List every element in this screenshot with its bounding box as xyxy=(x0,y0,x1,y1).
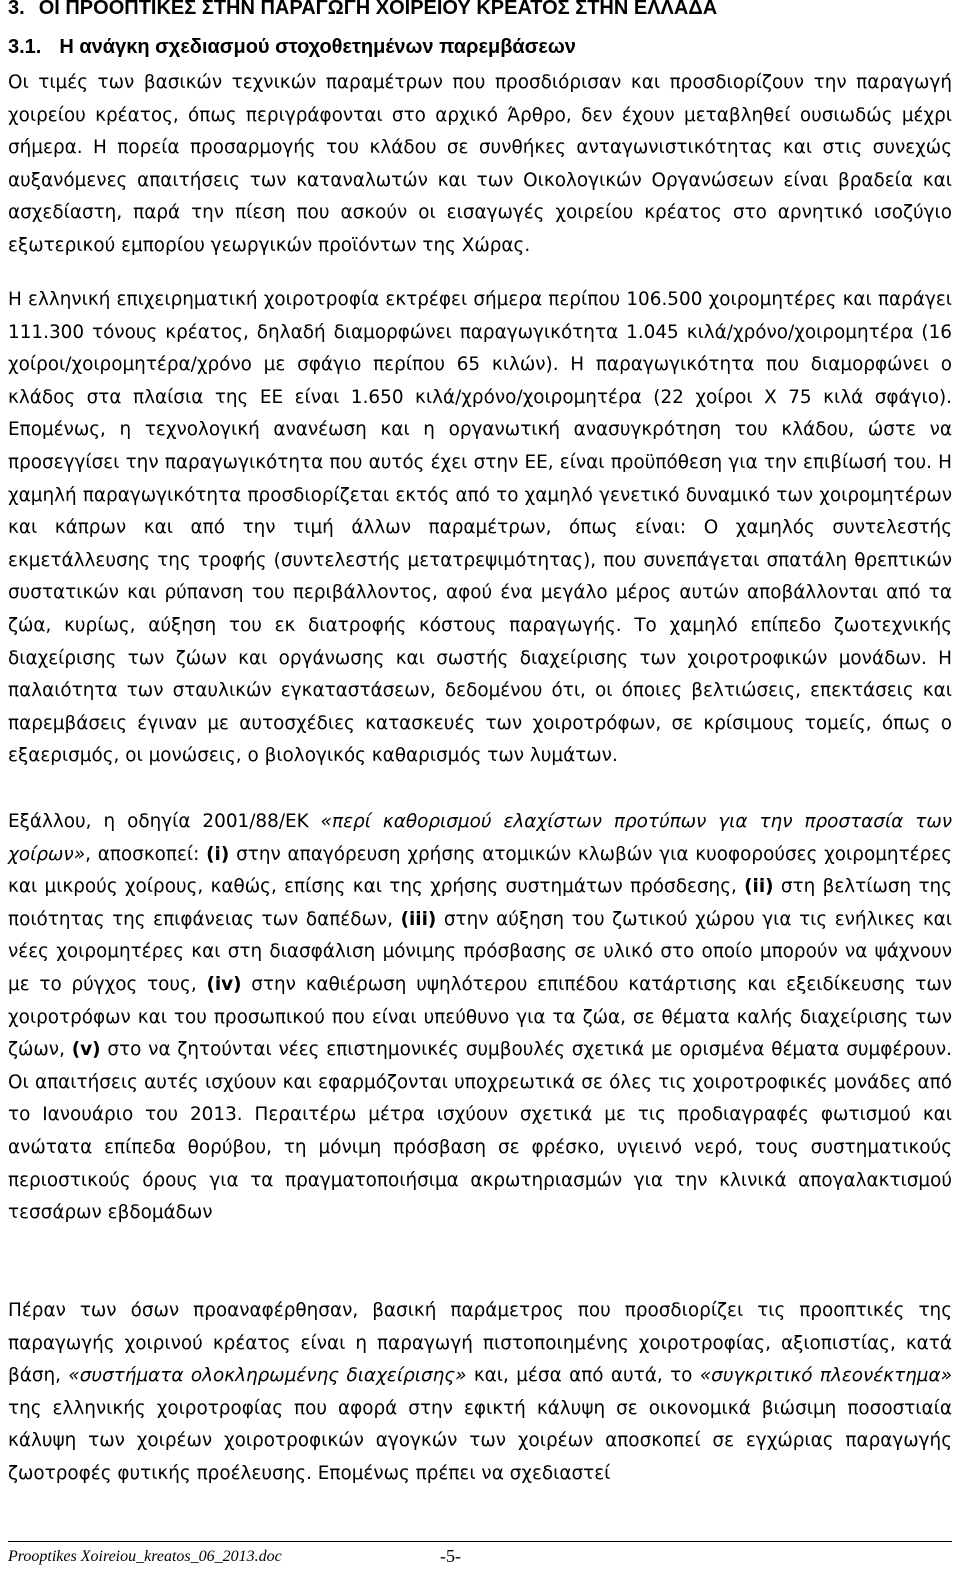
page-number: -5- xyxy=(440,1546,461,1566)
paragraph-4 xyxy=(8,1295,952,1491)
section-number: 3. xyxy=(8,0,25,19)
p3-text-6: στο να ζητούνται νέες επιστημονικές συμβουλές σχετικά με ορισμένα θέματα συμφέρουν. Οι απαιτήσεις αυτές ισχύουν και εφαρμόζονται υποχρεωτικά σε όλες τις χοιροτροφικές μονάδες από το Ιανουάριο του 2013. Περαιτέρω μέτρα ισχύουν σχετικά με τις προδιαγραφές φωτισμού και ανώτατα επίπεδα θορύβου, τη μόνιμη πρόσβαση σε φρέσκο, υγιεινό νερό, τους συστηματικούς περιοστικούς όρους για τα πραγματοποιήσιμα ακρωτηριασμών για την κλινικά απογαλακτισμού τεσσάρων εβδομάδων xyxy=(8,1039,952,1224)
list-marker-v: (v) xyxy=(71,1039,101,1061)
footer-filename: Prooptikes Xoireiou_kreatos_06_2013.doc xyxy=(8,1548,282,1565)
p4-text-2: και, μέσα από αυτά, το xyxy=(466,1365,700,1387)
list-marker-iii: (iii) xyxy=(400,908,437,930)
directive-title: «περί καθορισμού ελαχίστων προτύπων για την προστασία των χοίρων» xyxy=(8,811,952,865)
p3-text-3: στη βελτίωση της ποιότητας της επιφάνειας των δαπέδων, xyxy=(8,876,952,930)
p3-text-4: στην αύξηση του ζωτικού χώρου για τις ενήλικες και νέες χοιρομητέρες και στη διασφάλιση μόνιμης πρόσβασης σε υλικό στο οποίο μπορούν να ψάχνουν με το ρύγχος τους, xyxy=(8,908,953,995)
list-marker-iv: (iv) xyxy=(206,973,242,995)
paragraph-3 xyxy=(8,806,952,1230)
paragraph-2: Η ελληνική επιχειρηματική χοιροτροφία εκτρέφει σήμερα περίπου 106.500 χοιρομητέρες και παράγει 111.300 τόνους κρέατος, δηλαδή διαμορφώνει παραγωγικότητα 1.045 κιλά/χρόνο/χοιρομητέρα (16 χοίροι/χοιρομητέρα/χρόνο με σφάγιο περίπου 65 κιλών). Η παραγωγικότητα που διαμορφώνει ο κλάδος στα πλαίσια της ΕΕ είναι 1.650 κιλά/χρόνο/χοιρομητέρα (22 χοίροι Χ 75 κιλά σφάγιο). Επομένως, η τεχνολογική ανανέωση και η οργανωτική ανασυγκρότηση του κλάδου, ώστε να προσεγγίσει την παραγωγικότητα που αυτός έχει στην ΕΕ, είναι προϋπόθεση για την επιβίωσή του. Η χαμηλή παραγωγικότητα προσδιορίζεται εκτός από το χαμηλό γενετικό δυναμικό των χοιρομητέρων και κάπρων και από την τιμή άλλων παραμέτρων, όπως είναι: Ο χαμηλός συντελεστής εκμετάλλευσης της τροφής (συντελεστής μετατρεψιμότητας), που συνεπάγεται σπατάλη θρεπτικών συστατικών και ρύπανση του περιβάλλοντος, αφού ένα μεγάλο μέρος αυτών αποβάλλονται από τα ζώα, κυρίως, αύξηση του εκ διατροφής κόστους παραγωγής. Το χαμηλό επίπεδο ζωοτεχνικής διαχείρισης των ζώων και οργάνωσης και σωστής διαχείρισης των χοιροτροφικών μονάδων. Η παλαιότητα των σταυλικών εγκαταστάσεων, δεδομένου ότι, οι όποιες βελτιώσεις, επεκτάσεις και παρεμβάσεις έγιναν με αυτοσχέδιες κατασκευές των χοιροτρόφων, σε κρίσιμους τομείς, όπως ο εξαερισμός, οι μονώσεις, ο βιολογικός καθαρισμός των λυμάτων. xyxy=(8,289,952,767)
list-marker-i: (i) xyxy=(206,843,230,865)
p3-lead: Εξάλλου, η οδηγία 2001/88/ΕΚ xyxy=(8,811,321,832)
p3-text-2: στην απαγόρευση χρήσης ατομικών κλωβών για κυοφορούσες χοιρομητέρες και μικρούς χοίρους, καθώς, επίσης και της χρήσης συστημάτων πρόσδεσης, xyxy=(8,843,952,898)
p3-text-1: , αποσκοπεί: xyxy=(85,843,207,865)
list-marker-ii: (ii) xyxy=(744,876,774,898)
subsection-title: Η ανάγκη σχεδιασμού στοχοθετημένων παρεμβάσεων xyxy=(59,36,576,58)
paragraph-1: Οι τιμές των βασικών τεχνικών παραμέτρων που προσδιόρισαν και προσδιορίζουν την παραγωγή χοιρείου κρέατος, όπως περιγράφονται στο αρχικό Άρθρο, δεν έχουν μεταβληθεί ουσιωδώς μέχρι σήμερα. Η πορεία προσαρμογής του κλάδου σε συνθήκες ανταγωνιστικότητας και στις συνεχώς αυξανόμενες απαιτήσεις των καταναλωτών και των Οικολογικών Οργανώσεων είναι βραδεία και ασχεδίαστη, παρά την πίεση που ασκούν οι εισαγωγές χοιρείου κρέατος στο αρνητικό ισοζύγιο εξωτερικού εμπορίου γεωργικών προϊόντων της Χώρας. xyxy=(8,72,952,256)
p4-emphasis-2: «συγκριτικό πλεονέκτημα» xyxy=(699,1365,952,1387)
section-title: ΟΙ ΠΡΟΟΠΤΙΚΕΣ ΣΤΗΝ ΠΑΡΑΓΩΓΗ ΧΟΙΡΕΙΟΥ ΚΡΕΑΤΟΣ ΣΤΗΝ ΕΛΛΑΔΑ xyxy=(38,0,718,19)
p4-text-1: Πέραν των όσων προαναφέρθησαν, βασική παράμετρος που προσδιορίζει τις προοπτικές της παραγωγής χοιρινού κρέατος είναι η παραγωγή πιστοποιημένης χοιροτροφίας, αξιοπιστίας, κατά βάση, xyxy=(8,1300,952,1387)
p4-emphasis-1: «συστήματα ολοκληρωμένης διαχείρισης» xyxy=(68,1365,467,1387)
subsection-heading xyxy=(8,35,576,59)
footer-divider xyxy=(8,1541,952,1542)
section-heading xyxy=(8,0,717,20)
subsection-number: 3.1. xyxy=(8,36,42,58)
p3-text-5: στην καθιέρωση υψηλότερου επιπέδου κατάρτισης και εξειδίκευσης των χοιροτρόφων και του προσωπικού που είναι υπεύθυνο για τα ζώα, σε θέματα καλής διαχείρισης των ζώων, xyxy=(8,973,952,1061)
p4-text-3: της ελληνικής χοιροτροφίας που αφορά στην εφικτή κάλυψη σε οικονομικά βιώσιμη ποσοστιαία κάλυψη των χοιρέων χοιροτροφικών αγογκών των χοιρέων αποσκοπεί σε εγχώριας παραγωγής ζωοτροφές φυτικής προέλευσης. Επομένως πρέπει να σχεδιαστεί xyxy=(8,1397,952,1484)
